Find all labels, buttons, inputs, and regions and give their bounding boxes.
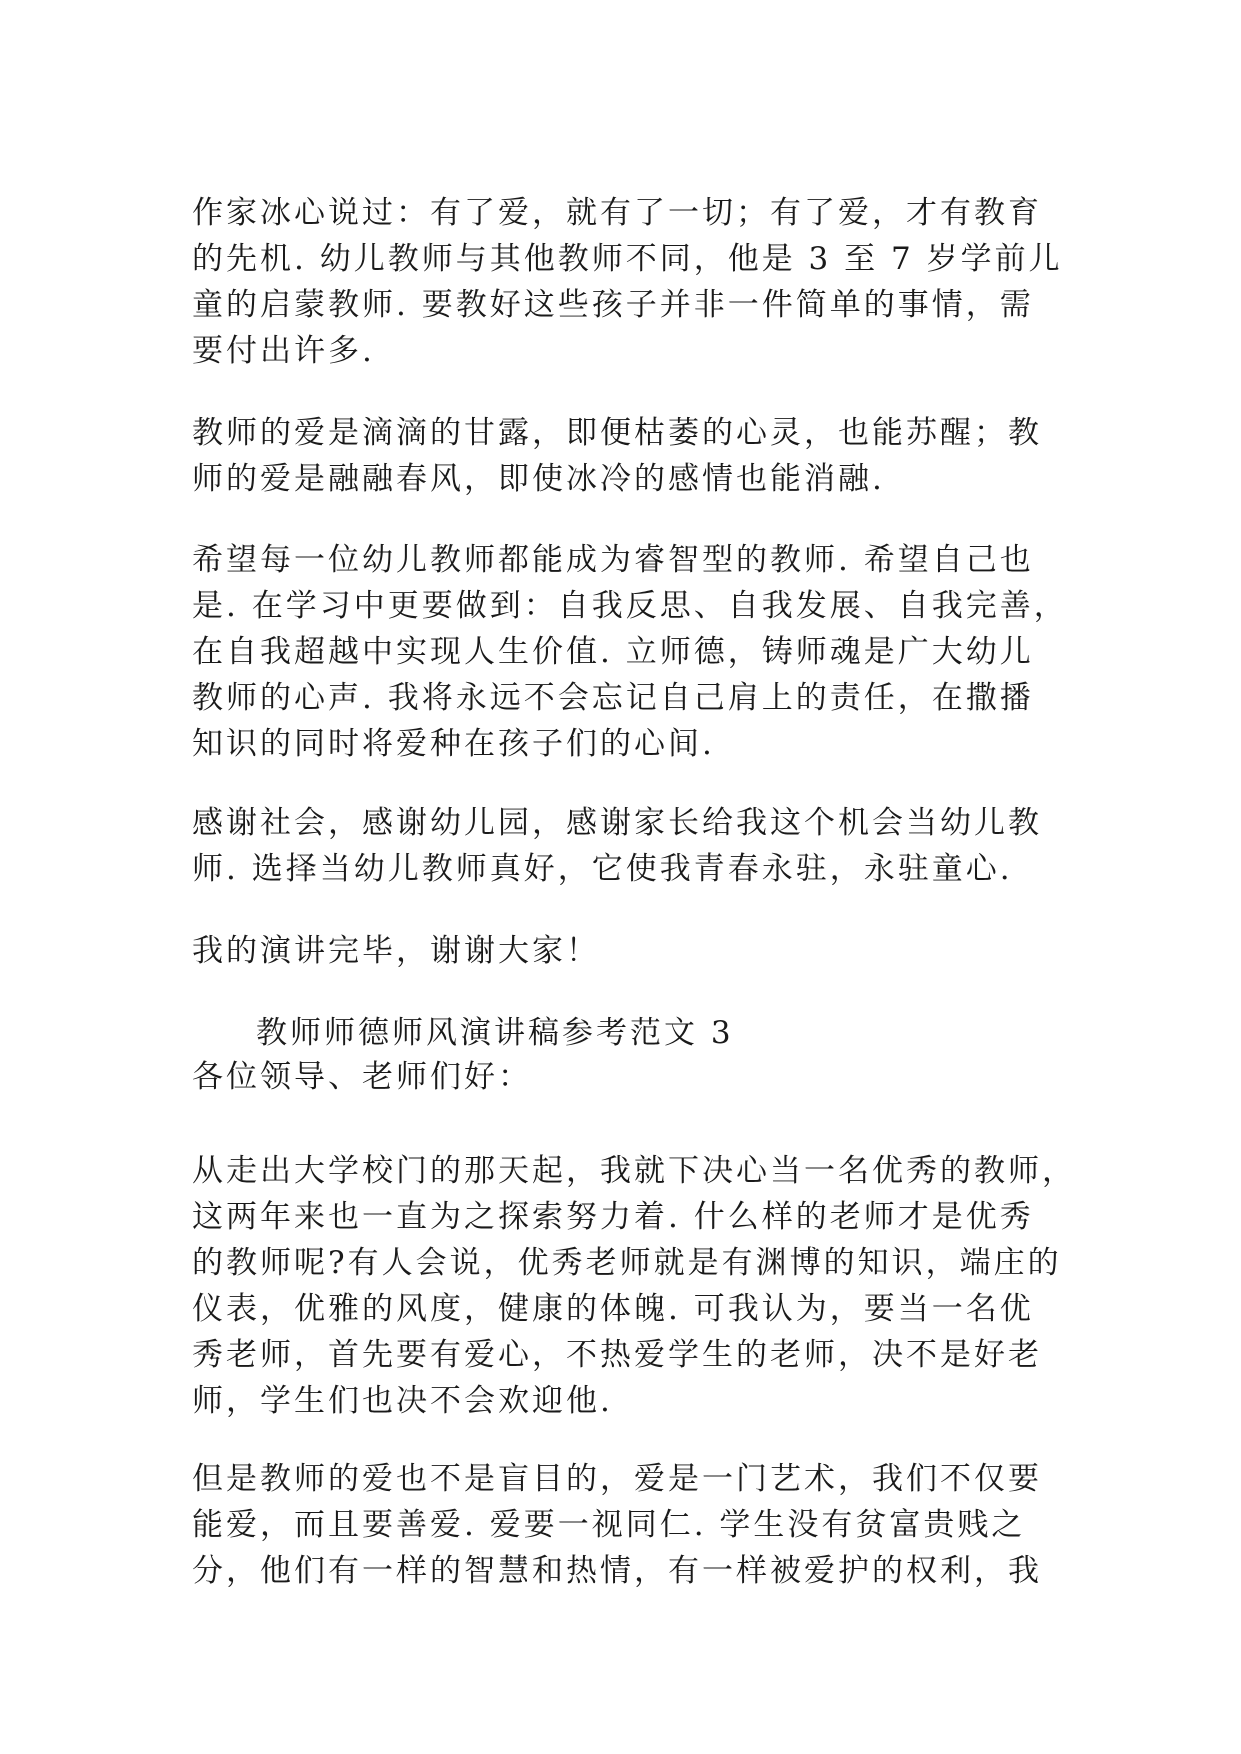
paragraph-line: 我的演讲完毕，谢谢大家！ [192,933,600,969]
paragraph-line: 仪表，优雅的风度，健康的体魄. 可我认为，要当一名优 [192,1291,1034,1327]
salutation [192,1054,1052,1100]
paragraph-line: 知识的同时将爱种在孩子们的心间. [192,726,715,762]
paragraph-line: 分，他们有一样的智慧和热情，有一样被爱护的权利，我 [192,1553,1042,1589]
paragraph-line: 作家冰心说过：有了爱，就有了一切；有了爱，才有教育 [192,195,1042,231]
paragraph-line: 师，学生们也决不会欢迎他. [192,1383,613,1419]
paragraph-line: 童的启蒙教师. 要教好这些孩子并非一件简单的事情，需 [192,287,1034,323]
paragraph-line: 但是教师的爱也不是盲目的，爱是一门艺术，我们不仅要 [192,1461,1042,1497]
paragraph-line: 从走出大学校门的那天起，我就下决心当一名优秀的教师， [192,1153,1076,1189]
paragraph-thanks [192,800,1052,892]
paragraph-line: 师. 选择当幼儿教师真好，它使我青春永驻，永驻童心. [192,851,1013,887]
salutation-line: 各位领导、老师们好： [192,1059,532,1095]
paragraph-love-art [192,1456,1052,1594]
paragraph-line: 的教师呢?有人会说，优秀老师就是有渊博的知识，端庄的 [192,1245,1062,1281]
paragraph-line: 能爱，而且要善爱. 爱要一视同仁. 学生没有贫富贵贱之 [192,1507,1026,1543]
paragraph-line: 在自我超越中实现人生价值. 立师德，铸师魂是广大幼儿 [192,634,1034,670]
paragraph-line: 这两年来也一直为之探索努力着. 什么样的老师才是优秀 [192,1199,1034,1235]
paragraph-teacher-love [192,410,1052,502]
paragraph-excellent-teacher [192,1148,1076,1424]
paragraph-line: 的先机. 幼儿教师与其他教师不同，他是 3 至 7 岁学前儿 [192,241,1063,277]
paragraph-line: 是. 在学习中更要做到：自我反思、自我发展、自我完善， [192,588,1068,624]
paragraph-hope [192,537,1068,767]
paragraph-closing [192,928,1052,974]
paragraph-line: 要付出许多. [192,333,375,369]
paragraph-bingxin-quote [192,190,1063,374]
paragraph-line: 教师的爱是滴滴的甘露，即便枯萎的心灵，也能苏醒；教 [192,415,1042,451]
paragraph-line: 师的爱是融融春风，即使冰冷的感情也能消融. [192,461,885,497]
paragraph-line: 希望每一位幼儿教师都能成为睿智型的教师. 希望自己也 [192,542,1034,578]
paragraph-line: 教师的心声. 我将永远不会忘记自己肩上的责任，在撒播 [192,680,1034,716]
paragraph-line: 感谢社会，感谢幼儿园，感谢家长给我这个机会当幼儿教 [192,805,1042,841]
paragraph-line: 秀老师，首先要有爱心，不热爱学生的老师，决不是好老 [192,1337,1042,1373]
section-title: 教师师德师风演讲稿参考范文 3 [256,1015,734,1051]
